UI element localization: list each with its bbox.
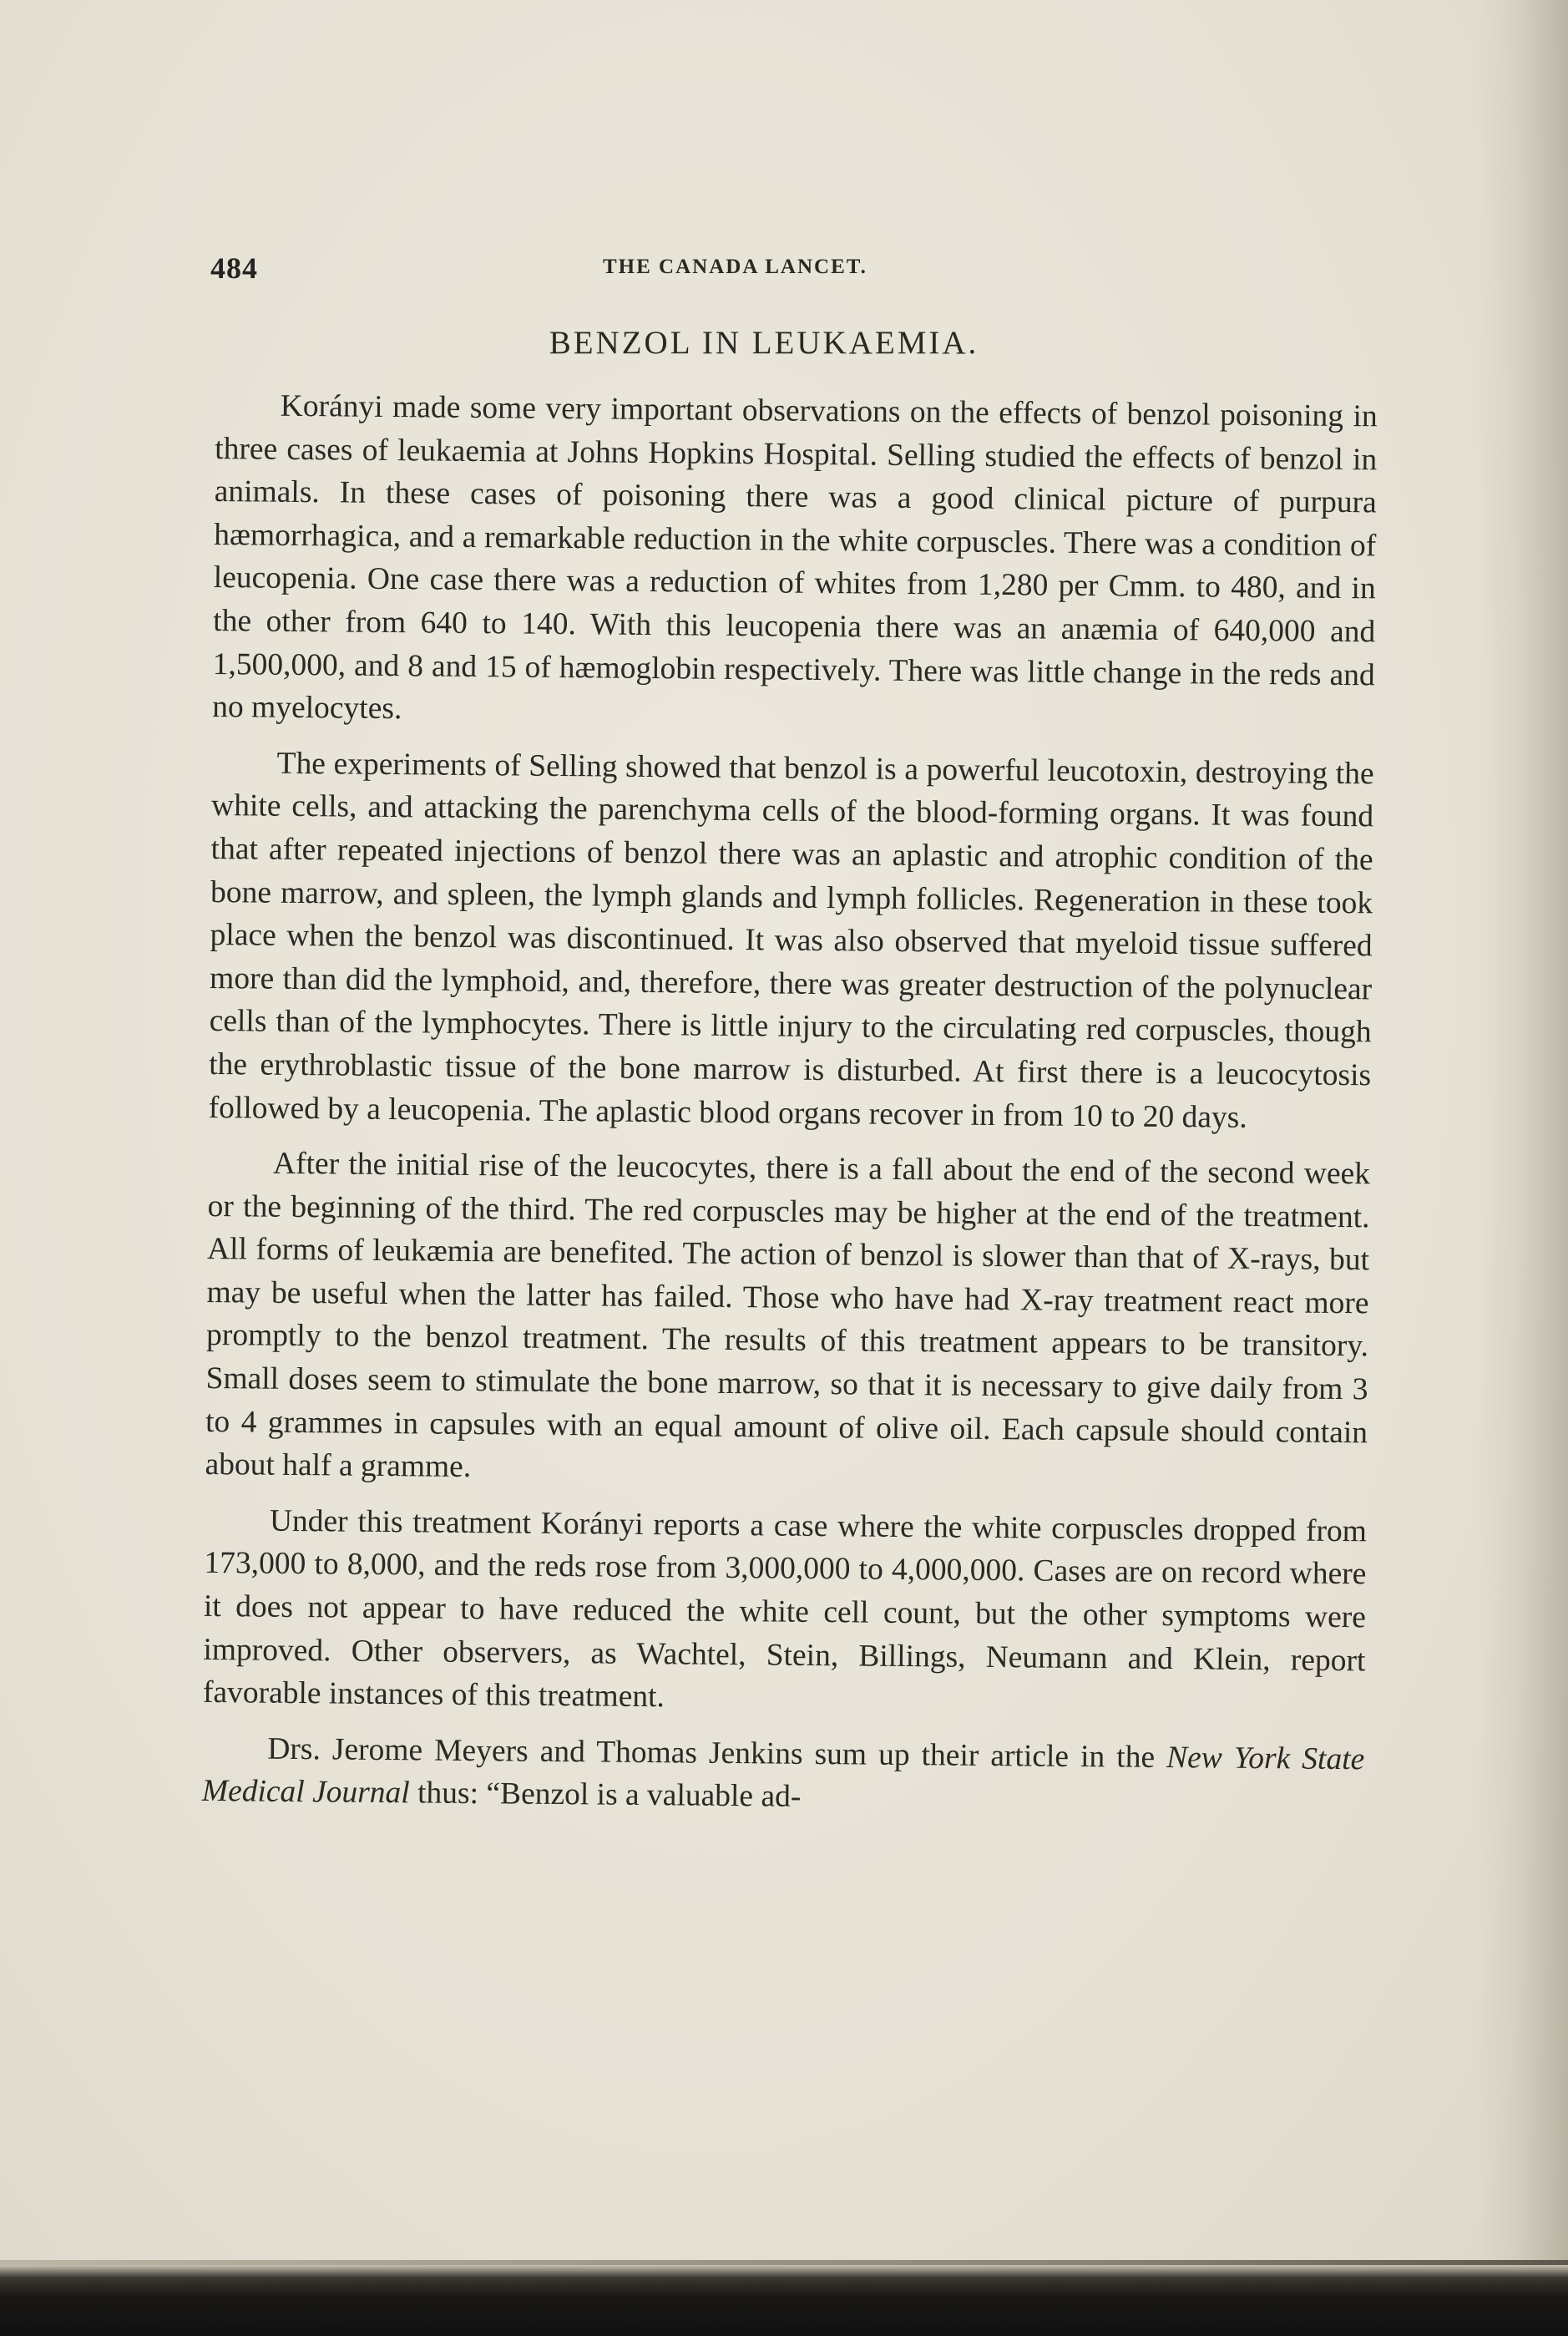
page-number: 484 (210, 251, 258, 285)
article-body (202, 384, 1378, 1824)
page-header (210, 251, 1313, 292)
paragraph: Under this treatment Korányi reports a case where the white corpuscles dropped from 173,000 to 8,000, and the reds rose from 3,000,000 to 4,000,000. Cases are on record where it does not appear to have reduced the white cell count, but the other symptoms were improved. Other observers, as Wachtel, Stein, Billings, Neumann and Klein, report favorable instances of this treatment. (202, 1503, 1368, 1715)
paragraph: The experiments of Selling showed that benzol is a powerful leucotoxin, destroying the white cells, and attacking the parenchyma cells of the blood-forming organs. It was found that after repeated injections of benzol there was an aplastic and atrophic condition of the bone marrow, and spleen, the lymph glands and lymph follicles. Regeneration in these took place when the benzol was discontinued. It was also observed that myeloid tissue suffered more than did the lymphoid, and, therefore, there was greater destruction of the polynuclear cells than of the lymphocytes. There is little injury to the circulating red corpuscles, though the erythroblastic tissue of the bone marrow is disturbed. At first there is a leucocytosis followed by a leucopenia. The aplastic blood organs recover in from 10 to 20 days. (208, 746, 1374, 1135)
paragraph: After the initial rise of the leucocytes, there is a fall about the end of the second week or the beginning of the third. The red corpuscles may be higher at the end of the treatment. All forms of leukæmia are benefited. The action of benzol is slower than that of X-rays, but may be useful when the latter has failed. Those who have had X-ray treatment react more promptly to the benzol treatment. The results of this treatment appears to be transitory. Small doses seem to stimulate the bone marrow, so that it is necessary to give daily from 3 to 4 grammes in capsules with an equal amount of olive oil. Each capsule should contain about half a gramme. (205, 1146, 1371, 1485)
article-title: BENZOL IN LEUKAEMIA. (549, 325, 979, 361)
book-spine-shadow (0, 2265, 1568, 2336)
paragraph: Korányi made some very important observations on the effects of benzol poisoning in three cases of leukaemia at Johns Hopkins Hospital. Selling studied the effects of benzol in animals. In these cases of poisoning there was a good clinical picture of purpura hæmorrhagica, and a remarkable reduction in the white corpuscles. There was a condition of leucopenia. One case there was a reduction of whites from 1,280 per Cmm. to 480, and in the other from 640 to 140. With this leucopenia there was an anæmia of 640,000 and 1,500,000, and 8 and 15 of hæmoglobin respectively. There was little change in the reds and no myelocytes. (212, 388, 1378, 727)
journal-name: New York State Medical Journal (201, 1740, 1365, 1811)
paragraph-last (202, 1727, 1365, 1825)
paragraph-text: Drs. Jerome Meyers and Thomas Jenkins sum up their article in the (267, 1731, 1167, 1775)
paragraph-text: thus: “Benzol is a valuable ad- (409, 1776, 802, 1815)
running-head: THE CANADA LANCET. (603, 256, 867, 278)
